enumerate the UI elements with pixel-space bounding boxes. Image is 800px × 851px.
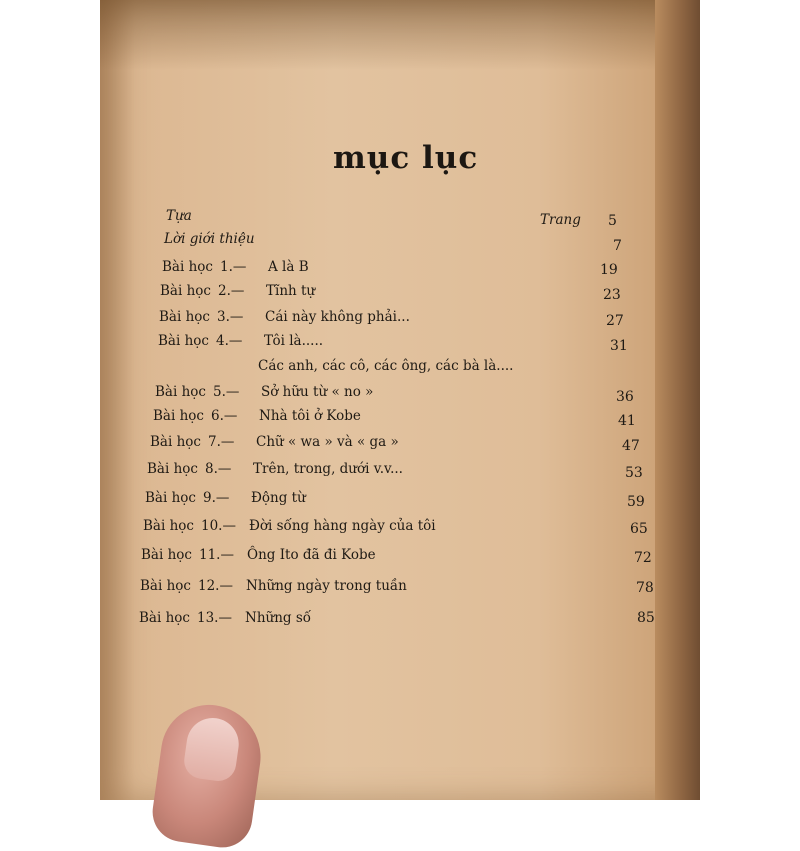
toc-lesson-1-page: 19	[600, 262, 618, 278]
toc-lesson-12	[140, 578, 407, 594]
toc-intro-page: 7	[613, 238, 622, 254]
toc-lesson-13-page: 85	[637, 610, 655, 626]
lesson-number: 12.—	[198, 578, 233, 594]
backdrop-left	[0, 0, 108, 800]
toc-lesson-7	[150, 434, 399, 450]
lesson-number: 11.—	[199, 547, 234, 563]
toc-lesson-11-page: 72	[634, 550, 652, 566]
lesson-prefix: Bài học	[147, 461, 198, 477]
toc-preface-page: 5	[608, 213, 617, 229]
lesson-prefix: Bài học	[143, 518, 194, 534]
toc-intro-label: Lời giới thiệu	[164, 231, 255, 247]
lesson-title: Những số	[245, 610, 312, 626]
page-edge	[655, 0, 700, 800]
toc-lesson-2-page: 23	[603, 287, 621, 303]
lesson-prefix: Bài học	[159, 309, 210, 325]
toc-title: mục lục	[333, 140, 479, 176]
toc-lesson-1	[162, 259, 309, 275]
toc-lesson-5-page: 36	[616, 389, 634, 405]
lesson-number: 13.—	[197, 610, 232, 626]
lesson-prefix: Bài học	[162, 259, 213, 275]
lesson-number: 8.—	[205, 461, 232, 477]
lesson-title: Tôi là.....	[264, 333, 324, 349]
backdrop-right	[700, 0, 800, 800]
toc-lesson-4-continuation: Các anh, các cô, các ông, các bà là....	[258, 358, 514, 374]
lesson-title: Ông Ito đã đi Kobe	[247, 547, 376, 563]
lesson-prefix: Bài học	[160, 283, 211, 299]
book-page	[100, 0, 685, 800]
toc-lesson-7-page: 47	[622, 438, 640, 454]
lesson-title: Tĩnh tự	[266, 283, 316, 299]
toc-lesson-3	[159, 309, 410, 325]
lesson-number: 9.—	[203, 490, 230, 506]
lesson-number: 4.—	[216, 333, 243, 349]
toc-lesson-10	[143, 518, 436, 534]
toc-lesson-4-page: 31	[610, 338, 628, 354]
lesson-prefix: Bài học	[141, 547, 192, 563]
toc-preface-label: Tựa	[166, 208, 192, 224]
lesson-prefix: Bài học	[155, 384, 206, 400]
toc-lesson-8	[147, 461, 403, 477]
toc-lesson-13	[139, 610, 311, 626]
lesson-title: Sở hữu từ « no »	[261, 384, 374, 400]
toc-trang-label: Trang	[540, 212, 581, 228]
lesson-title: Đời sống hàng ngày của tôi	[249, 518, 436, 534]
lesson-prefix: Bài học	[158, 333, 209, 349]
lesson-title: Cái này không phải...	[265, 309, 410, 325]
lesson-number: 7.—	[208, 434, 235, 450]
lesson-title: Chữ « wa » và « ga »	[256, 434, 399, 450]
lesson-title: Những ngày trong tuần	[246, 578, 407, 594]
toc-lesson-3-page: 27	[606, 313, 624, 329]
page-top-shadow	[100, 0, 685, 70]
toc-lesson-6	[153, 408, 361, 424]
lesson-prefix: Bài học	[140, 578, 191, 594]
toc-lesson-10-page: 65	[630, 521, 648, 537]
lesson-number: 1.—	[220, 259, 247, 275]
lesson-number: 5.—	[213, 384, 240, 400]
toc-lesson-9-page: 59	[627, 494, 645, 510]
toc-lesson-11	[141, 547, 376, 563]
lesson-number: 6.—	[211, 408, 238, 424]
lesson-title: Nhà tôi ở Kobe	[259, 408, 361, 424]
lesson-prefix: Bài học	[153, 408, 204, 424]
lesson-prefix: Bài học	[145, 490, 196, 506]
toc-lesson-6-page: 41	[618, 413, 636, 429]
lesson-prefix: Bài học	[139, 610, 190, 626]
toc-lesson-9	[145, 490, 306, 506]
lesson-number: 10.—	[201, 518, 236, 534]
toc-lesson-4	[158, 333, 323, 349]
lesson-title: A là B	[268, 259, 309, 275]
toc-lesson-2	[160, 283, 315, 299]
toc-lesson-12-page: 78	[636, 580, 654, 596]
lesson-title: Động từ	[251, 490, 306, 506]
lesson-prefix: Bài học	[150, 434, 201, 450]
toc-lesson-8-page: 53	[625, 465, 643, 481]
lesson-title: Trên, trong, dưới v.v...	[253, 461, 403, 477]
lesson-number: 2.—	[218, 283, 245, 299]
toc-lesson-5	[155, 384, 373, 400]
lesson-number: 3.—	[217, 309, 244, 325]
